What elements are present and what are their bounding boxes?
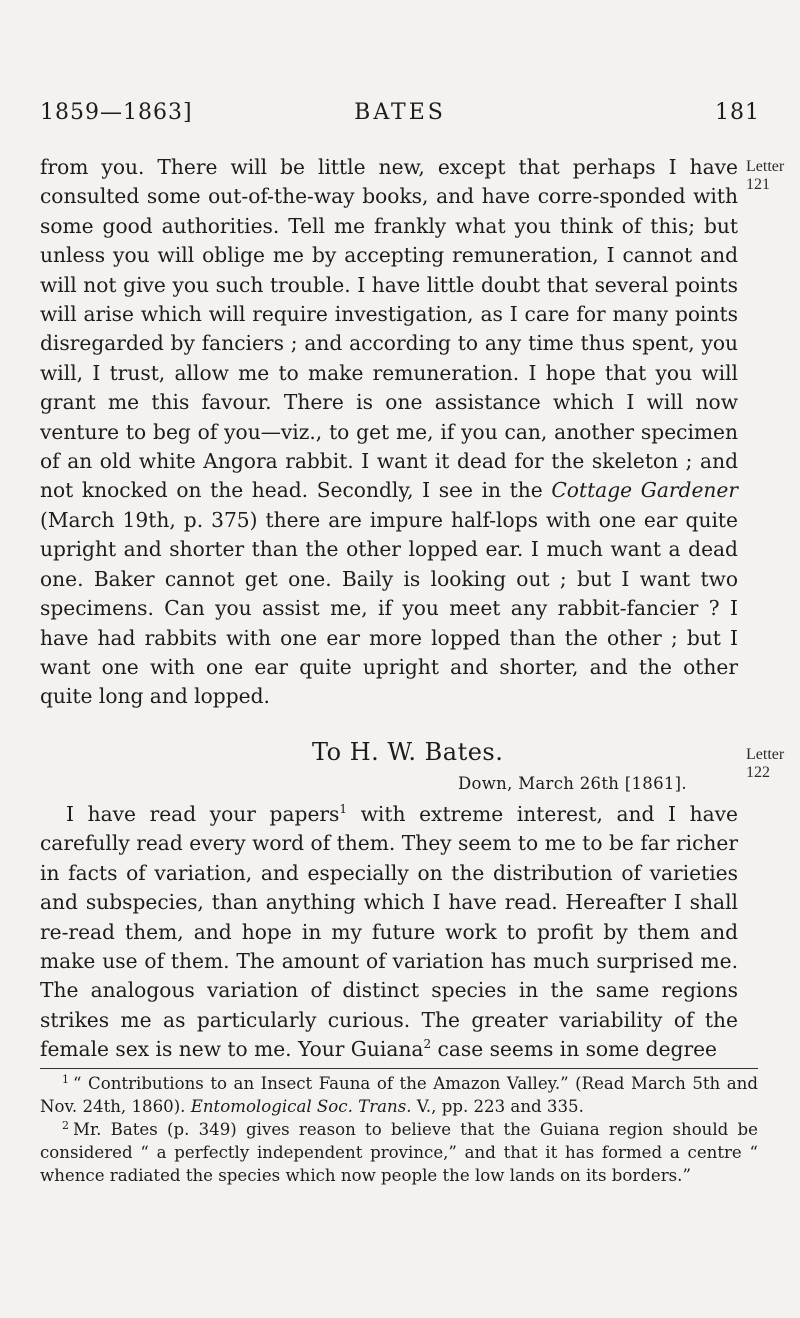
- footnote: [40, 1118, 758, 1187]
- footnote-divider: [40, 1068, 758, 1069]
- text-run: V., pp. 223 and 335.: [411, 1097, 584, 1116]
- paragraph: [40, 153, 738, 712]
- footnote: [40, 1072, 758, 1118]
- paragraph: [40, 800, 738, 1065]
- text-run: with extreme interest, and I have carefully read every word of them. They seem to me to be far richer in facts of variation, and especially on the distribution of varieties and subspecies, than anything which I have read. Hereafter I shall re-read them, and hope in my future work to profit by them and make use of them. The amount of variation has much surprised me. The analogous variation of distinct species in the same regions strikes me as particularly curious. The greater variability of the female sex is new to me. Your Guiana: [40, 802, 739, 1062]
- footnote-mark: 2: [62, 1119, 69, 1132]
- letter-heading: To H. W. Bates.: [312, 738, 504, 766]
- margin-note-letter-122: Letter 122: [746, 746, 785, 781]
- text-run: I have read your papers: [66, 802, 340, 826]
- footnote-mark: 1: [62, 1073, 69, 1086]
- text-run: case seems in some degree: [431, 1037, 717, 1062]
- dateline: Down, March 26th [1861].: [458, 774, 687, 793]
- page-number: 181: [715, 100, 760, 125]
- journal-title: Entomological Soc. Trans.: [190, 1097, 412, 1116]
- periodical-title: Cottage Gardener: [551, 478, 738, 503]
- footnote-ref: 2: [423, 1037, 432, 1052]
- footnotes: [40, 1072, 758, 1187]
- header-date-range: 1859—1863]: [40, 100, 193, 125]
- margin-note-letter-121: Letter 121: [746, 158, 785, 193]
- header-title: BATES: [354, 100, 446, 125]
- text-run: Mr. Bates (p. 349) gives reason to believe that the Guiana region should be considered “ a perfectly independent province,” and that it has formed a centre “ whence radiated the species which now people the low lands on its borders.”: [40, 1120, 758, 1185]
- text-run: (March 19th, p. 375) there are impure half-lops with one ear quite upright and shorter than the other lopped ear. I much want a dead one. Baker cannot get one. Baily is looking out ; but I want two specimens. Can you assist me, if you meet any rabbit-fancier ? I have had rabbits with one ear more lopped than the other ; but I want one with one ear quite upright and shorter, and the other quite long and lopped.: [40, 507, 738, 709]
- footnote-ref: 1: [339, 802, 348, 816]
- running-header: [40, 100, 760, 140]
- text-run: “ Contributions to an Insect Fauna of the Amazon Valley.” (Read March 5th and Nov. 24th, 1860).: [40, 1074, 758, 1116]
- text-run: from you. There will be little new, except that perhaps I have consulted some out-of-the-way books, and have corre-sponded with some good authorities. Tell me frankly what you think of this; but unless you will oblige me by accepting remuneration, I cannot and will not give you such trouble. I have little doubt that several points will arise which will require investigation, as I care for many points disregarded by fanciers ; and according to any time thus spent, you will, I trust, allow me to make remuneration. I hope that you will grant me this favour. There is one assistance which I will now venture to beg of you—viz., to get me, if you can, another specimen of an old white Angora rabbit. I want it dead for the skeleton ; and not knocked on the head. Secondly, I see in the: [40, 155, 738, 503]
- letter-122-body: [40, 800, 738, 1065]
- letter-121-body: [40, 153, 738, 712]
